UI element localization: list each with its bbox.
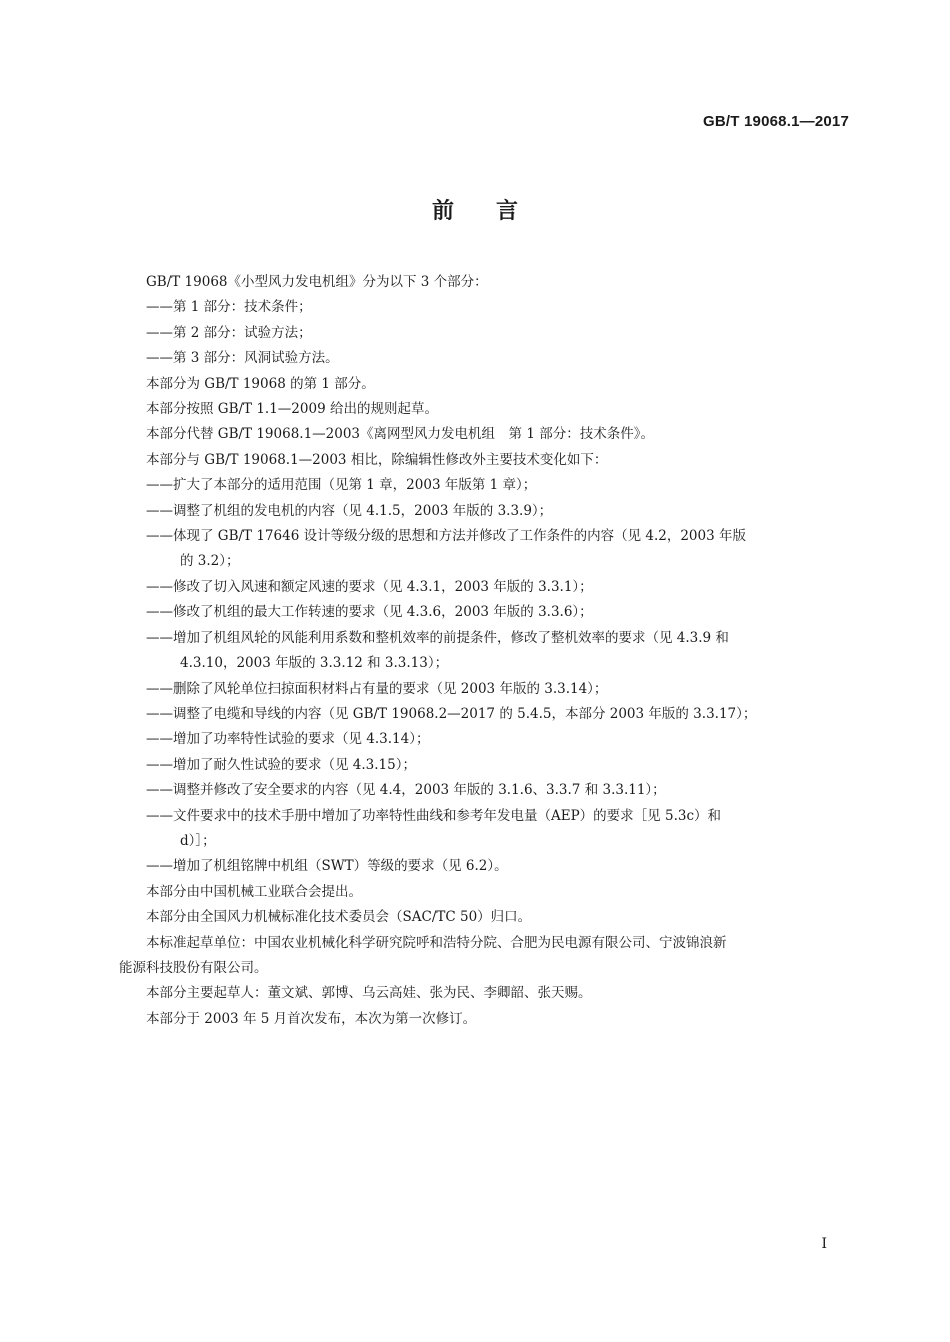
paragraph: 本部分由中国机械工业联合会提出。 [146,883,362,900]
paragraph: 本部分主要起草人：董文斌、郭博、乌云高娃、张为民、李卿韶、张天赐。 [146,985,592,1002]
paragraph: 本部分由全国风力机械标准化技术委员会（SAC/TC 50）归口。 [146,909,532,926]
list-item: ——修改了机组的最大工作转速的要求（见 4.3.6，2003 年版的 3.3.6）； [146,604,593,621]
list-item: ——调整并修改了安全要求的内容（见 4.4，2003 年版的 3.1.6、3.3.7 和 3.3.11）； [146,782,666,799]
list-item-continuation: 的 3.2）； [180,553,240,570]
list-item-continuation: 4.3.10，2003 年版的 3.3.12 和 3.3.13）； [180,655,449,672]
list-item: ——文件要求中的技术手册中增加了功率特性曲线和参考年发电量（AEP）的要求［见 5.3c）和 [146,807,722,824]
list-item: ——调整了机组的发电机的内容（见 4.1.5，2003 年版的 3.3.9）； [146,502,553,519]
page-number: I [821,1236,827,1252]
list-item: ——扩大了本部分的适用范围（见第 1 章，2003 年版第 1 章）； [146,477,537,494]
paragraph: 本部分为 GB/T 19068 的第 1 部分。 [146,375,375,392]
list-item: ——第 3 部分：风洞试验方法。 [146,350,339,367]
list-item: ——增加了功率特性试验的要求（见 4.3.14）； [146,731,430,748]
list-item: ——第 2 部分：试验方法； [146,324,312,341]
list-item: ——增加了机组风轮的风能利用系数和整机效率的前提条件，修改了整机效率的要求（见 4.3.9 和 [146,629,729,646]
document-body [119,270,852,1032]
paragraph: 本标准起草单位：中国农业机械化科学研究院呼和浩特分院、合肥为民电源有限公司、宁波锦浪新 [146,934,727,951]
paragraph: 本部分按照 GB/T 1.1—2009 给出的规则起草。 [146,401,438,418]
paragraph-continuation: 能源科技股份有限公司。 [119,959,268,976]
standard-number: GB/T 19068.1—2017 [703,113,849,130]
list-item: ——增加了耐久性试验的要求（见 4.3.15）； [146,756,416,773]
paragraph: GB/T 19068《小型风力发电机组》分为以下 3 个部分： [146,274,488,290]
list-item: ——修改了切入风速和额定风速的要求（见 4.3.1，2003 年版的 3.3.1）； [146,578,593,595]
paragraph: 本部分与 GB/T 19068.1—2003 相比，除编辑性修改外主要技术变化如下： [146,451,608,468]
list-item-continuation: d）］； [180,832,216,849]
list-item: ——增加了机组铭牌中机组（SWT）等级的要求（见 6.2）。 [146,858,508,875]
list-item: ——体现了 GB/T 17646 设计等级分级的思想和方法并修改了工作条件的内容（见 4.2，2003 年版 [146,528,746,545]
list-item: ——删除了风轮单位扫掠面积材料占有量的要求（见 2003 年版的 3.3.14）； [146,680,608,697]
paragraph: 本部分代替 GB/T 19068.1—2003《离网型风力发电机组 第 1 部分：技术条件》。 [146,426,654,443]
list-item: ——第 1 部分：技术条件； [146,299,312,316]
list-item: ——调整了电缆和导线的内容（见 GB/T 19068.2—2017 的 5.4.5，本部分 2003 年版的 3.3.17）； [146,705,757,722]
page-title: 前言 [431,199,560,224]
paragraph: 本部分于 2003 年 5 月首次发布，本次为第一次修订。 [146,1010,477,1027]
